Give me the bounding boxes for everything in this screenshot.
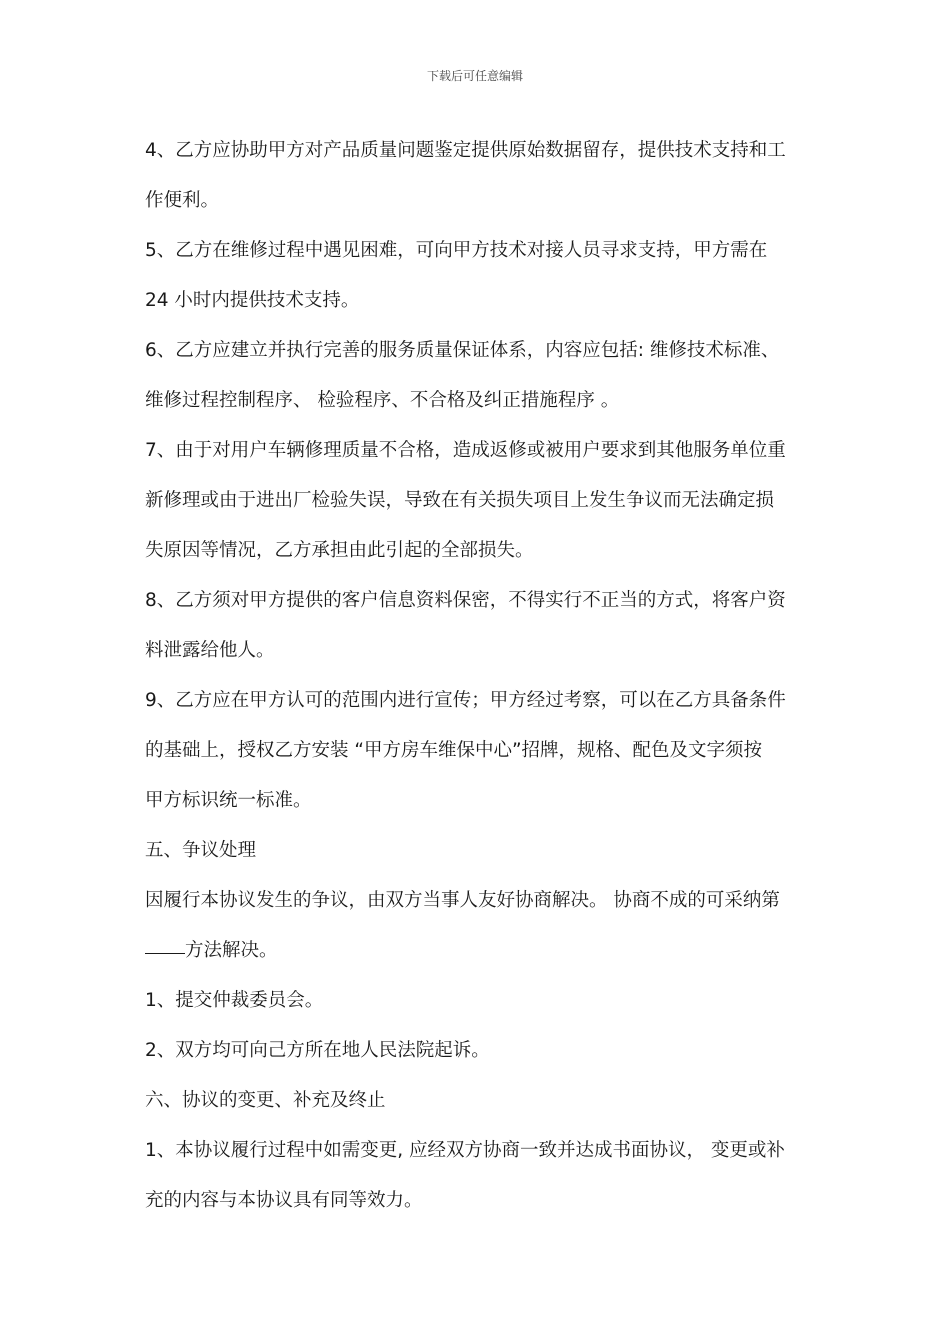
text-fragment: 方法解决。: [185, 940, 278, 961]
text-line: 1、本协议履行过程中如需变更, 应经双方协商一致并达成书面协议， 变更或补: [145, 1140, 785, 1161]
text-line: 5、乙方在维修过程中遇见困难，可向甲方技术对接人员寻求支持，甲方需在: [145, 240, 768, 261]
text-line: 甲方标识统一标准。: [145, 790, 312, 811]
text-line: 24 小时内提供技术支持。: [145, 290, 360, 311]
fill-in-blank: [145, 952, 185, 954]
text-line: 2、双方均可向己方所在地人民法院起诉。: [145, 1040, 490, 1061]
text-line: 维修过程控制程序、 检验程序、不合格及纠正措施程序 。: [145, 390, 620, 411]
text-line: 料泄露给他人。: [145, 640, 275, 661]
text-line: 作便利。: [145, 190, 220, 211]
document-body: [145, 126, 813, 1226]
text-line-with-blank: [145, 926, 813, 976]
text-line: 新修理或由于进出厂检验失误，导致在有关损失项目上发生争议而无法确定损: [145, 490, 775, 511]
section-heading: 六、协议的变更、补充及终止: [145, 1090, 386, 1111]
text-line: 的基础上，授权乙方安装 “甲方房车维保中心”招牌，规格、配色及文字须按: [145, 740, 763, 761]
text-line: 充的内容与本协议具有同等效力。: [145, 1190, 423, 1211]
text-line: 1、提交仲裁委员会。: [145, 990, 324, 1011]
text-line: 6、乙方应建立并执行完善的服务质量保证体系，内容应包括: 维修技术标准、: [145, 340, 780, 361]
text-line: 4、乙方应协助甲方对产品质量问题鉴定提供原始数据留存，提供技术支持和工: [145, 140, 786, 161]
text-line: 因履行本协议发生的争议，由双方当事人友好协商解决。 协商不成的可采纳第: [145, 890, 780, 911]
text-line: 失原因等情况，乙方承担由此引起的全部损失。: [145, 540, 534, 561]
text-line: 9、乙方应在甲方认可的范围内进行宣传；甲方经过考察，可以在乙方具备条件: [145, 690, 786, 711]
text-line: 8、乙方须对甲方提供的客户信息资料保密，不得实行不正当的方式，将客户资: [145, 590, 786, 611]
page-header-note: 下载后可任意编辑: [426, 69, 523, 83]
section-heading: 五、争议处理: [145, 840, 257, 861]
text-line: 7、由于对用户车辆修理质量不合格，造成返修或被用户要求到其他服务单位重: [145, 440, 786, 461]
